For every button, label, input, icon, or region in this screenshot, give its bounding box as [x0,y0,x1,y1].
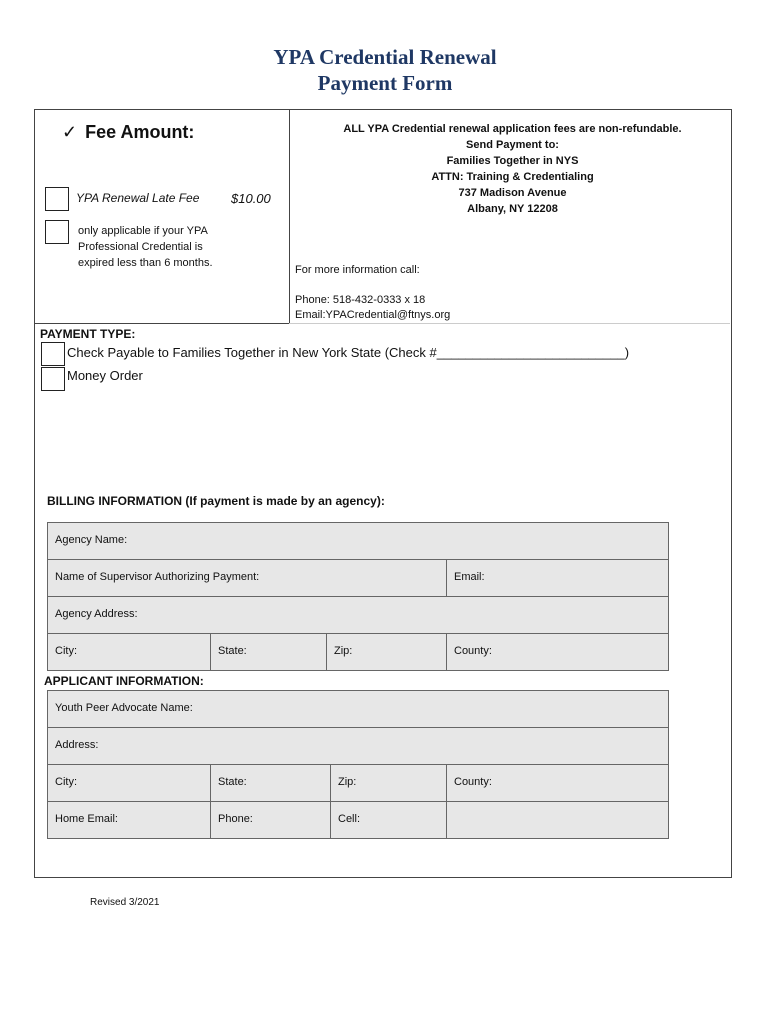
billing-county-label: County: [454,645,492,657]
contact-phone: Phone: 518-432-0333 x 18 [295,294,426,306]
agency-address-label: Agency Address: [55,608,138,620]
city-state-zip: Albany, NY 12208 [467,203,558,215]
agency-name-label: Agency Name: [55,534,128,546]
title-line-2: Payment Form [317,71,453,95]
send-payment-label: Send Payment to: [466,139,559,151]
note-line: Professional Credential is [78,241,203,253]
money-order-label: Money Order [67,368,143,383]
late-fee-label: YPA Renewal Late Fee [76,191,200,205]
applicant-phone-label: Phone: [218,813,253,825]
billing-zip-field[interactable] [326,633,447,671]
ypa-name-label: Youth Peer Advocate Name: [55,702,193,714]
late-fee-note [78,223,248,271]
applicant-address-field[interactable] [47,727,669,765]
billing-city-label: City: [55,645,77,657]
supervisor-field[interactable] [47,559,447,597]
applicant-city-field[interactable] [47,764,211,802]
billing-state-field[interactable] [210,633,327,671]
home-email-label: Home Email: [55,813,118,825]
check-payment-label: Check Payable to Families Together in New York State (Check #__________________________) [67,345,630,360]
contact-email: Email:YPACredential@ftnys.org [295,309,451,321]
late-fee-applicable-checkbox[interactable] [45,220,69,244]
applicant-heading: APPLICANT INFORMATION: [44,674,204,688]
more-info-text: For more information call: [295,264,420,276]
ypa-name-field[interactable] [47,690,669,728]
late-fee-amount: $10.00 [231,191,271,206]
street-address: 737 Madison Avenue [458,187,567,199]
horizontal-divider [34,323,324,324]
revision-note: Revised 3/2021 [90,897,160,908]
agency-address-field[interactable] [47,596,669,634]
applicant-city-label: City: [55,776,77,788]
billing-email-label: Email: [454,571,485,583]
billing-city-field[interactable] [47,633,211,671]
billing-state-label: State: [218,645,247,657]
attn-line: ATTN: Training & Credentialing [431,171,594,183]
applicant-cell-field[interactable] [330,801,447,839]
late-fee-checkbox[interactable] [45,187,69,211]
refund-notice: ALL YPA Credential renewal application fees are non-refundable. [343,123,682,135]
applicant-county-field[interactable] [446,764,669,802]
horizontal-divider-right [289,323,730,324]
page-title [0,44,770,96]
applicant-cell-label: Cell: [338,813,361,825]
applicant-address-label: Address: [55,739,99,751]
payment-type-heading: PAYMENT TYPE: [40,327,136,341]
title-line-1: YPA Credential Renewal [273,45,497,69]
vertical-divider [289,109,290,323]
send-payment-block [300,121,725,217]
applicant-state-label: State: [218,776,247,788]
applicant-blank-field[interactable] [446,801,669,839]
agency-name-field[interactable] [47,522,669,560]
billing-heading: BILLING INFORMATION (If payment is made by an agency): [47,494,385,508]
payee-name: Families Together in NYS [446,155,579,167]
billing-county-field[interactable] [446,633,669,671]
billing-zip-label: Zip: [334,645,353,657]
note-line: expired less than 6 months. [78,257,213,269]
applicant-state-field[interactable] [210,764,331,802]
fee-amount-heading [62,122,194,143]
supervisor-label: Name of Supervisor Authorizing Payment: [55,571,260,583]
applicant-county-label: County: [454,776,492,788]
applicant-zip-label: Zip: [338,776,357,788]
money-order-checkbox[interactable] [41,367,65,391]
checkmark-icon: ✓ [62,122,78,142]
home-email-field[interactable] [47,801,211,839]
billing-email-field[interactable] [446,559,669,597]
check-payment-checkbox[interactable] [41,342,65,366]
fee-heading-text: Fee Amount: [85,122,195,142]
applicant-phone-field[interactable] [210,801,331,839]
applicant-zip-field[interactable] [330,764,447,802]
contact-info [295,263,450,323]
note-line: only applicable if your YPA [78,225,208,237]
